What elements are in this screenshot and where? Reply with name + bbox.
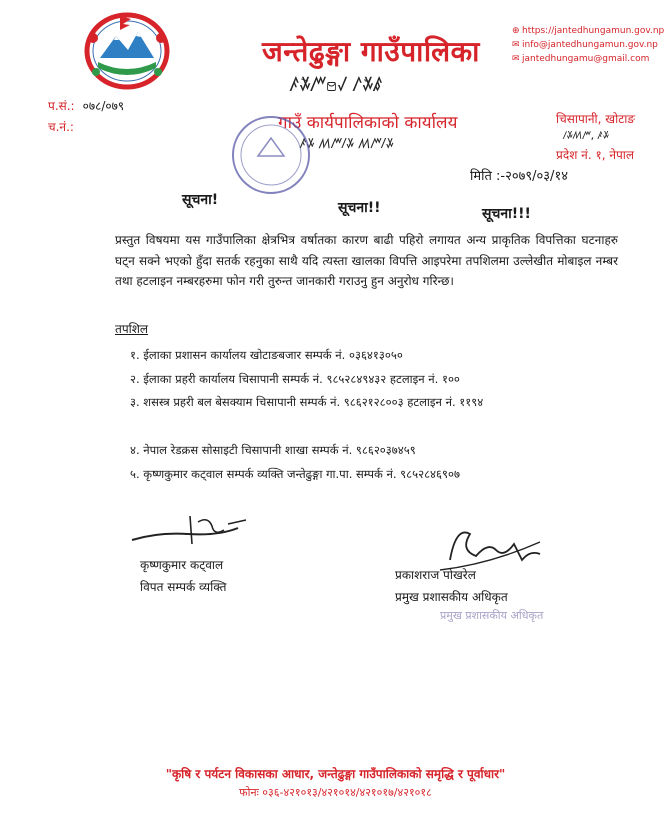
globe-icon: ⊕ [512,26,520,36]
office-title: गाउँ कार्यपालिकाको कार्यालय [278,113,458,133]
right-signatory-name: प्रकाशराज पोखरेल [395,568,476,582]
municipality-title: जन्तेढुङ्गा गाउँपालिका [262,35,480,68]
list-item: ३. शसस्त्र प्रहरी बल बेसक्याम चिसापानी सम्पर्क नं. ९८६२१२८००३ हटलाइन नं. ११९४ [130,395,484,409]
municipality-logo [78,10,176,92]
email-contact-2: ✉ jantedhungamu@gmail.com [512,54,650,64]
notice-heading-2: सूचना!! [338,200,381,216]
left-signatory-name: कृष्णकुमार कट्वाल [140,558,224,572]
notice-body: प्रस्तुत विषयमा यस गाउँपालिका क्षेत्रभित्र वर्षातका कारण बाढी पहिरो लगायत अन्य प्राकृतिक विपत्तिका घटनाहरु घट्न सक्ने भएको हुँदा सतर्क रहनुका साथै यदि त्यस्ता खालका विपत्ति आइपरेमा तपशिलमा उल्लेखीत मोबाइल नम्बर तथा हटलाइन नम्बरहरुमा फोन गरी तुरुन्त जानकारी गराउनु हुन अनुरोध गरिन्छ। [115,233,618,288]
list-item: ४. नेपाल रेडक्रस सोसाइटी चिसापानी शाखा सम्पर्क नं. ९८६२०३७४५९ [130,443,416,457]
address-alt-script: ꤷꤸꤵꤻ, ꤰꤸ [563,129,609,142]
mail-icon: ✉ [512,54,520,64]
address-line1: चिसापानी, खोटाङ [556,112,635,126]
designation-stamp: प्रमुख प्रशासकीय अधिकृत [440,609,544,622]
left-signatory-role: विपत सम्पर्क व्यक्ति [140,580,227,594]
official-stamp [228,112,314,198]
address-line3: प्रदेश नं. १, नेपाल [556,148,635,162]
mail-icon: ✉ [512,40,520,50]
office-title-alt-script: ꤰꤸ ꤵꤻꤷꤸ ꤵꤻꤷꤸ [300,136,394,152]
list-item: १. ईलाका प्रशासन कार्यालय खोटाङबजार सम्पर्क नं. ०३६४१३०५० [130,348,403,362]
email-contact: ✉ info@jantedhungamun.gov.np [512,40,658,50]
document-date: मिति :-२०७९/०३/१४ [470,169,568,184]
footer-slogan: "कृषि र पर्यटन विकासका आधार, जन्तेढुङ्गा गाउँपालिकाको समृद्धि र पूर्वाधार" [165,767,506,781]
reference-cn: च.नं.: [48,120,74,134]
left-signature [128,510,258,552]
notice-heading-3: सूचना!!! [482,206,531,222]
reference-ps: प.सं.: ०७८/०७९ [48,99,125,113]
municipality-title-alt-script: ꤰꤸꤧꤻꤥꤶ ꤱꤸꤩꤹ [290,72,383,96]
notice-heading-1: सूचना! [182,192,219,208]
right-signatory-role: प्रमुख प्रशासकीय अधिकृत [395,590,508,604]
footer-phone: फोनः ०३६-४२१०१३/४२१०१४/४२१०१७/४२१०१८ [239,786,432,799]
list-item: ५. कृष्णकुमार कट्वाल सम्पर्क व्यक्ति जन्तेढुङ्गा गा.पा. सम्पर्क नं. ९८५२८४६९०७ [130,467,460,481]
list-item: २. ईलाका प्रहरी कार्यालय चिसापानी सम्पर्क नं. ९८५२८४९४३२ हटलाइन नं. १०० [130,372,460,386]
tapsil-heading: तपशिल [115,322,149,336]
website-contact: ⊕ https://jantedhungamun.gov.np [512,26,665,36]
